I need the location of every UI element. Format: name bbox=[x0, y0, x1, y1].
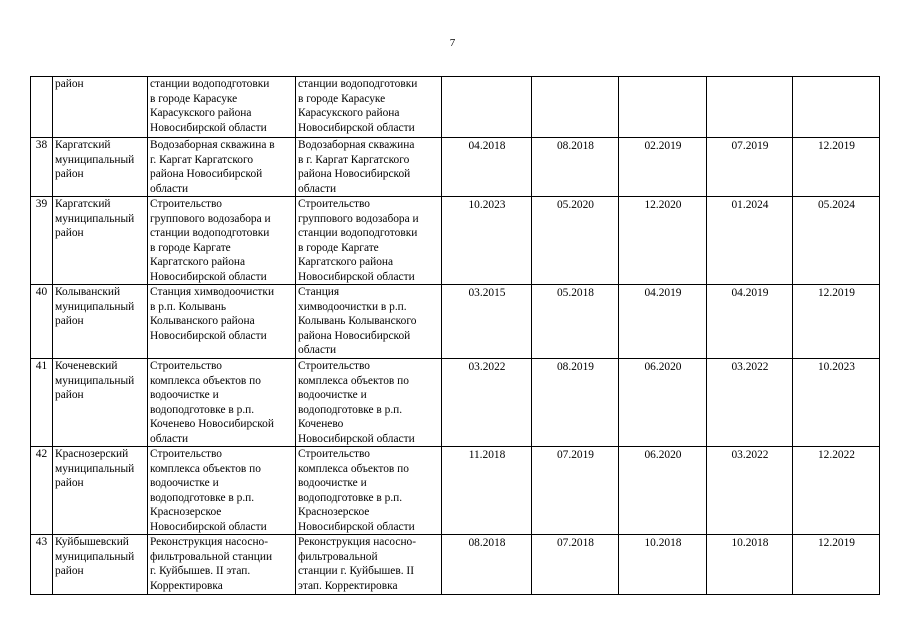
district-cell: Краснозерский муниципальный район bbox=[53, 447, 148, 535]
date-cell-2 bbox=[532, 77, 619, 138]
date-cell-2: 07.2019 bbox=[532, 447, 619, 535]
date-cell-5: 05.2024 bbox=[793, 197, 880, 285]
table-row bbox=[31, 197, 880, 285]
object-name-cell: Водозаборная скважина в г. Каргат Каргатского района Новосибирской области bbox=[148, 138, 296, 197]
district-cell: Колыванский муниципальный район bbox=[53, 285, 148, 359]
date-cell-4: 03.2022 bbox=[707, 359, 793, 447]
district-cell: Каргатский муниципальный район bbox=[53, 197, 148, 285]
object-name-cell: Строительство комплекса объектов по водоочистке и водоподготовке в р.п. Коченево Новосибирской области bbox=[148, 359, 296, 447]
date-cell-4: 01.2024 bbox=[707, 197, 793, 285]
object-name-cell: Строительство комплекса объектов по водоочистке и водоподготовке в р.п. Краснозерское Новосибирской области bbox=[148, 447, 296, 535]
date-cell-1: 08.2018 bbox=[442, 535, 532, 595]
table-row bbox=[31, 359, 880, 447]
date-cell-4: 07.2019 bbox=[707, 138, 793, 197]
date-cell-1: 04.2018 bbox=[442, 138, 532, 197]
object-name-cell-2: Водозаборная скважина в г. Каргат Каргатского района Новосибирской области bbox=[296, 138, 442, 197]
row-number: 41 bbox=[31, 359, 53, 447]
date-cell-2: 07.2018 bbox=[532, 535, 619, 595]
object-name-cell: Строительство группового водозабора и станции водоподготовки в городе Каргате Каргатского района Новосибирской области bbox=[148, 197, 296, 285]
table-row bbox=[31, 535, 880, 595]
date-cell-2: 08.2018 bbox=[532, 138, 619, 197]
date-cell-4: 03.2022 bbox=[707, 447, 793, 535]
date-cell-5: 10.2023 bbox=[793, 359, 880, 447]
district-cell: район bbox=[53, 77, 148, 138]
row-number: 40 bbox=[31, 285, 53, 359]
date-cell-4 bbox=[707, 77, 793, 138]
object-name-cell-2: Строительство комплекса объектов по водоочистке и водоподготовке в р.п. Краснозерское Новосибирской области bbox=[296, 447, 442, 535]
row-number bbox=[31, 77, 53, 138]
object-name-cell-2: Станция химводоочистки в р.п. Колывань Колыванского района Новосибирской области bbox=[296, 285, 442, 359]
date-cell-3: 02.2019 bbox=[619, 138, 707, 197]
object-name-cell-2: станции водоподготовки в городе Карасуке Карасукского района Новосибирской области bbox=[296, 77, 442, 138]
district-cell: Каргатский муниципальный район bbox=[53, 138, 148, 197]
date-cell-3: 10.2018 bbox=[619, 535, 707, 595]
date-cell-1: 03.2022 bbox=[442, 359, 532, 447]
table-row bbox=[31, 77, 880, 138]
table-row bbox=[31, 285, 880, 359]
date-cell-5: 12.2019 bbox=[793, 285, 880, 359]
date-cell-5: 12.2019 bbox=[793, 535, 880, 595]
object-name-cell: Реконструкция насосно- фильтровальной станции г. Куйбышев. II этап. Корректировка bbox=[148, 535, 296, 595]
object-name-cell: станции водоподготовки в городе Карасуке Карасукского района Новосибирской области bbox=[148, 77, 296, 138]
date-cell-3: 04.2019 bbox=[619, 285, 707, 359]
date-cell-4: 04.2019 bbox=[707, 285, 793, 359]
schedule-table bbox=[30, 76, 880, 595]
date-cell-1: 10.2023 bbox=[442, 197, 532, 285]
row-number: 38 bbox=[31, 138, 53, 197]
date-cell-1: 03.2015 bbox=[442, 285, 532, 359]
district-cell: Куйбышевский муниципальный район bbox=[53, 535, 148, 595]
district-cell: Коченевский муниципальный район bbox=[53, 359, 148, 447]
page-number: 7 bbox=[449, 37, 456, 49]
object-name-cell-2: Строительство комплекса объектов по водоочистке и водоподготовке в р.п. Коченево Новосибирской области bbox=[296, 359, 442, 447]
date-cell-2: 08.2019 bbox=[532, 359, 619, 447]
table-row bbox=[31, 447, 880, 535]
row-number: 39 bbox=[31, 197, 53, 285]
date-cell-3: 06.2020 bbox=[619, 359, 707, 447]
date-cell-3: 12.2020 bbox=[619, 197, 707, 285]
object-name-cell-2: Реконструкция насосно- фильтровальной станции г. Куйбышев. II этап. Корректировка bbox=[296, 535, 442, 595]
table-row bbox=[31, 138, 880, 197]
date-cell-5: 12.2019 bbox=[793, 138, 880, 197]
date-cell-1: 11.2018 bbox=[442, 447, 532, 535]
date-cell-5 bbox=[793, 77, 880, 138]
date-cell-4: 10.2018 bbox=[707, 535, 793, 595]
object-name-cell-2: Строительство группового водозабора и станции водоподготовки в городе Каргате Каргатского района Новосибирской области bbox=[296, 197, 442, 285]
date-cell-5: 12.2022 bbox=[793, 447, 880, 535]
date-cell-3: 06.2020 bbox=[619, 447, 707, 535]
date-cell-3 bbox=[619, 77, 707, 138]
row-number: 42 bbox=[31, 447, 53, 535]
date-cell-1 bbox=[442, 77, 532, 138]
row-number: 43 bbox=[31, 535, 53, 595]
date-cell-2: 05.2018 bbox=[532, 285, 619, 359]
object-name-cell: Станция химводоочистки в р.п. Колывань Колыванского района Новосибирской области bbox=[148, 285, 296, 359]
date-cell-2: 05.2020 bbox=[532, 197, 619, 285]
